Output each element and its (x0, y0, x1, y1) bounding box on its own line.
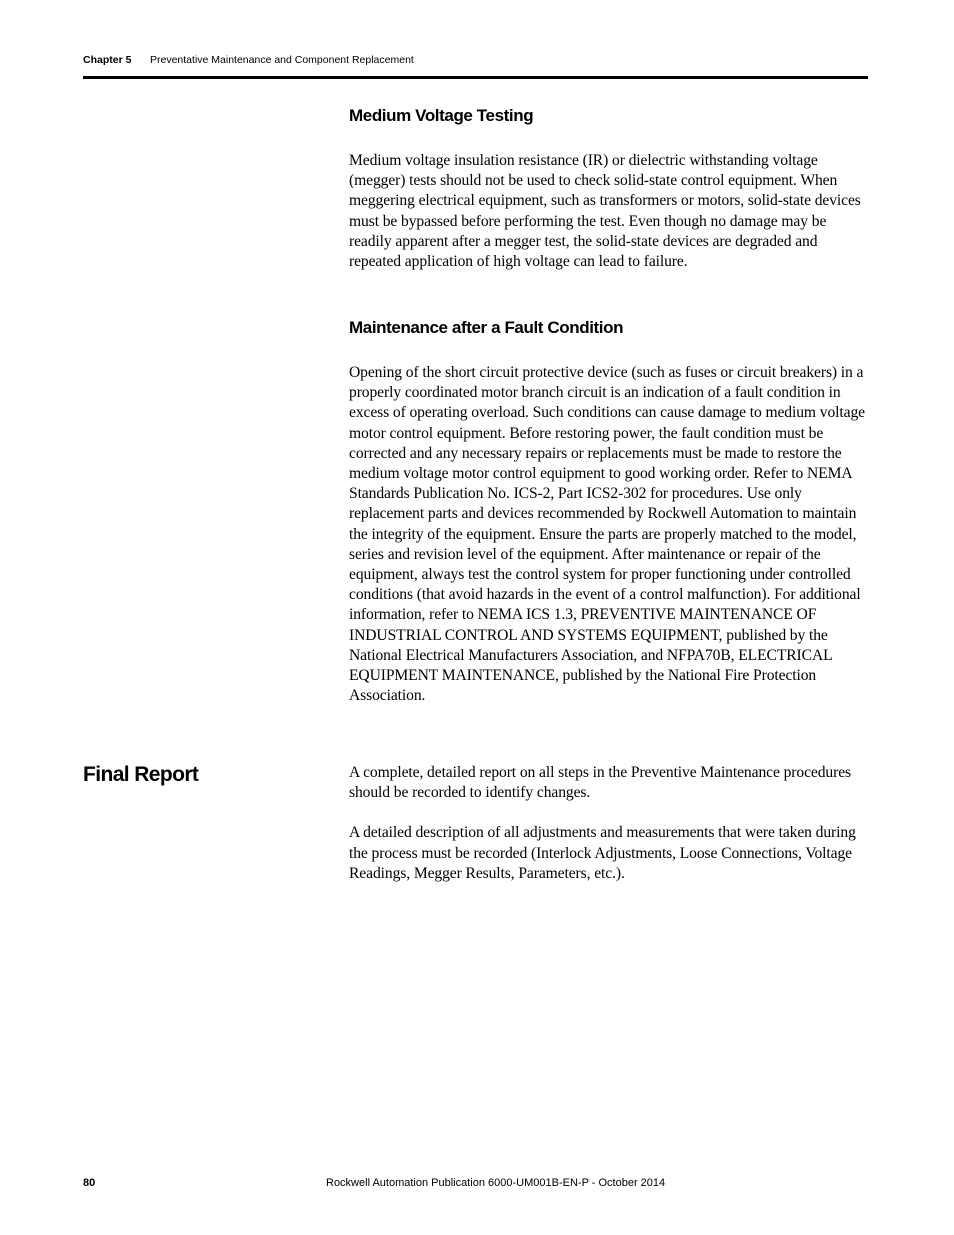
chapter-title: Preventative Maintenance and Component Replacement (150, 54, 414, 66)
chapter-label: Chapter 5 (83, 54, 132, 66)
publication-info: Rockwell Automation Publication 6000-UM001B-EN-P - October 2014 (326, 1177, 666, 1189)
section-final-report (349, 763, 869, 884)
page-number: 80 (83, 1177, 96, 1189)
section-maintenance-after-fault (349, 318, 869, 706)
section-heading: Medium Voltage Testing (349, 106, 534, 125)
running-header (83, 52, 868, 79)
section-heading: Maintenance after a Fault Condition (349, 318, 624, 337)
section-paragraph: Medium voltage insulation resistance (IR) or dielectric withstanding voltage (megger) tests should not be used to check solid-state control equipment. When meggering electrical equipment, such as transformers or motors, solid-state devices must be bypassed before performing the test. Even though no damage may be readily apparent after a megger test, the solid-state devices are degraded and repeated application of high voltage can lead to failure. (349, 152, 861, 271)
section-paragraph: Opening of the short circuit protective device (such as fuses or circuit breakers) in a properly coordinated motor branch circuit is an indication of a fault condition in excess of operating overload. Such conditions can cause damage to medium voltage motor control equipment. Before restoring power, the fault condition must be corrected and any necessary repairs or replacements must be made to restore the medium voltage motor control equipment to good working order. Refer to NEMA Standards Publication No. ICS-2, Part ICS2-302 for procedures. Use only replacement parts and devices recommended by Rockwell Automation to maintain the integrity of the equipment. Ensure the parts are properly matched to the model, series and revision level of the equipment. After maintenance or repair of the equipment, always test the control system for proper functioning under controlled conditions (that avoid hazards in the event of a control malfunction). For additional information, refer to NEMA ICS 1.3, PREVENTIVE MAINTENANCE OF INDUSTRIAL CONTROL AND SYSTEMS EQUIPMENT, published by the National Electrical Manufacturers Association, and NFPA70B, ELECTRICAL EQUIPMENT MAINTENANCE, published by the National Fire Protection Association. (349, 364, 865, 705)
final-report-paragraph-1: A complete, detailed report on all steps in the Preventive Maintenance procedures should be recorded to identify changes. (349, 764, 851, 802)
section-medium-voltage-testing (349, 106, 869, 272)
final-report-heading: Final Report (83, 763, 199, 786)
final-report-paragraph-2: A detailed description of all adjustments and measurements that were taken during the process must be recorded (Interlock Adjustments, Loose Connections, Voltage Readings, Megger Results, Parameters, etc.). (349, 824, 856, 882)
